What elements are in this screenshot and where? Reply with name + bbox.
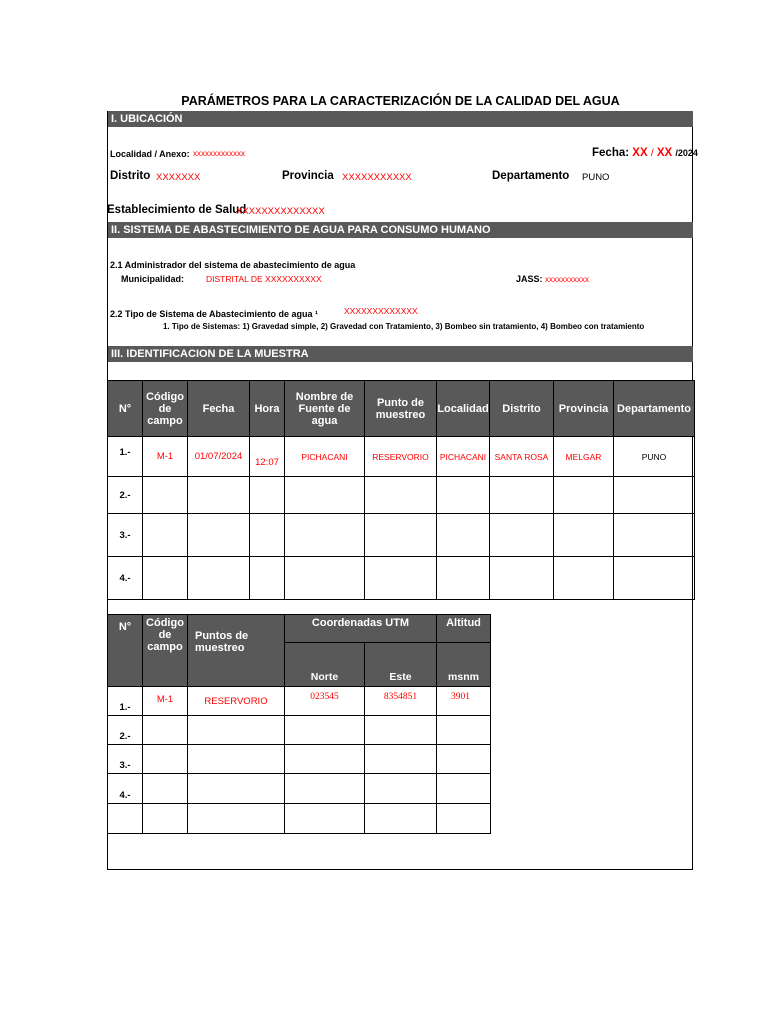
header-punto: Punto de muestreo [365, 381, 437, 437]
cell-empty[interactable] [143, 774, 188, 804]
cell-empty[interactable] [490, 557, 554, 600]
establecimiento-label: Establecimiento de Salud [107, 204, 247, 216]
header-provincia: Provincia [554, 381, 614, 437]
cell-empty[interactable] [188, 716, 285, 745]
cell-empty[interactable] [554, 557, 614, 600]
tipo-sistema-value[interactable]: XXXXXXXXXXXXX [344, 306, 418, 316]
cell-empty[interactable] [188, 804, 285, 834]
row-number: 1.- [108, 437, 143, 477]
municipalidad-label: Municipalidad: [121, 274, 184, 284]
cell-codigo[interactable]: M-1 [143, 687, 188, 716]
coord-header-altitud: Altitud [437, 615, 491, 643]
cell-punto[interactable]: RESERVORIO [188, 687, 285, 716]
cell-empty[interactable] [143, 477, 188, 514]
cell-empty[interactable] [490, 514, 554, 557]
section-sistema-header: II. SISTEMA DE ABASTECIMIENTO DE AGUA PARA CONSUMO HUMANO [108, 222, 693, 238]
coord-header-este: Este [365, 643, 437, 687]
row-number: 3.- [108, 514, 143, 557]
departamento-label: Departamento [492, 170, 570, 182]
table-row [108, 437, 695, 477]
cell-empty[interactable] [437, 804, 491, 834]
cell-empty[interactable] [365, 477, 437, 514]
cell-empty[interactable] [365, 716, 437, 745]
cell-empty[interactable] [437, 774, 491, 804]
table-row [108, 716, 491, 745]
fecha-day[interactable]: XX [632, 147, 648, 159]
muestra-table [107, 380, 695, 600]
cell-empty[interactable] [365, 514, 437, 557]
jass-value[interactable]: xxxxxxxxxxx [545, 275, 589, 284]
cell-provincia[interactable]: MELGAR [554, 437, 614, 477]
cell-empty[interactable] [285, 716, 365, 745]
departamento-value[interactable]: PUNO [582, 172, 610, 183]
cell-empty[interactable] [437, 557, 490, 600]
cell-empty[interactable] [143, 804, 188, 834]
header-departamento: Departamento [614, 381, 695, 437]
cell-empty[interactable] [365, 745, 437, 774]
cell-empty[interactable] [285, 477, 365, 514]
provincia-label: Provincia [282, 170, 334, 182]
table-row [108, 687, 491, 716]
fecha-month[interactable]: XX [656, 147, 673, 159]
cell-empty[interactable] [554, 477, 614, 514]
cell-empty[interactable] [437, 477, 490, 514]
coord-header-codigo: Código de campo [143, 615, 188, 687]
table-row [108, 557, 695, 600]
cell-fecha[interactable]: 01/07/2024 [188, 437, 250, 477]
cell-empty[interactable] [554, 514, 614, 557]
tipo-sistema-note: 1. Tipo de Sistemas: 1) Gravedad simple, 2) Gravedad con Tratamiento, 3) Bombeo sin tratamiento, 4) Bombeo con tratamiento [163, 322, 645, 331]
fecha-group [592, 147, 698, 159]
cell-altitud[interactable]: 3901 [437, 687, 491, 716]
localidad-value[interactable]: xxxxxxxxxxxxx [193, 149, 245, 158]
row-number [108, 804, 143, 834]
table-row [108, 774, 491, 804]
table-row [108, 745, 491, 774]
cell-empty[interactable] [285, 514, 365, 557]
fecha-year: /2024 [675, 148, 698, 158]
coordenadas-table [107, 614, 491, 834]
cell-empty[interactable] [188, 774, 285, 804]
cell-empty[interactable] [143, 557, 188, 600]
admin-label: 2.1 Administrador del sistema de abastecimiento de agua [110, 260, 356, 270]
row-number: 2.- [108, 716, 143, 745]
cell-empty[interactable] [188, 477, 250, 514]
table-row [108, 514, 695, 557]
table-row [108, 804, 491, 834]
tipo-sistema-label: 2.2 Tipo de Sistema de Abastecimiento de agua ¹ [110, 309, 319, 319]
page-title: PARÁMETROS PARA LA CARACTERIZACIÓN DE LA CALIDAD DEL AGUA [181, 94, 620, 108]
coord-header-msnm: msnm [437, 643, 491, 687]
header-fuente: Nombre de Fuente de agua [285, 381, 365, 437]
header-fecha: Fecha [188, 381, 250, 437]
cell-empty[interactable] [490, 477, 554, 514]
localidad-label: Localidad / Anexo: [110, 149, 190, 159]
distrito-label: Distrito [110, 170, 151, 182]
cell-empty[interactable] [437, 514, 490, 557]
cell-empty[interactable] [614, 514, 695, 557]
cell-empty[interactable] [614, 477, 695, 514]
cell-norte[interactable]: 023545 [285, 687, 365, 716]
cell-empty[interactable] [250, 477, 285, 514]
cell-empty[interactable] [437, 745, 491, 774]
cell-localidad[interactable]: PICHACANI [437, 437, 490, 477]
cell-distrito[interactable]: SANTA ROSA [490, 437, 554, 477]
cell-este[interactable]: 8354851 [365, 687, 437, 716]
cell-departamento[interactable]: PUNO [614, 437, 695, 477]
row-number: 4.- [108, 774, 143, 804]
cell-empty[interactable] [285, 557, 365, 600]
table-row [108, 477, 695, 514]
fecha-label: Fecha: [592, 147, 630, 159]
section-ubicacion-header: I. UBICACIÓN [108, 111, 693, 127]
header-localidad: Localidad [437, 381, 490, 437]
header-distrito: Distrito [490, 381, 554, 437]
header-n: N° [108, 381, 143, 437]
cell-empty[interactable] [614, 557, 695, 600]
section-muestra-header: III. IDENTIFICACION DE LA MUESTRA [108, 346, 693, 362]
header-codigo: Código de campo [143, 381, 188, 437]
cell-hora[interactable]: 12:07 [250, 437, 285, 477]
cell-empty[interactable] [285, 804, 365, 834]
row-number: 1.- [108, 687, 143, 716]
cell-empty[interactable] [143, 745, 188, 774]
cell-empty[interactable] [285, 774, 365, 804]
establecimiento-value[interactable]: XXXXXXXXXXXXXX [236, 206, 325, 217]
cell-codigo[interactable]: M-1 [143, 437, 188, 477]
cell-empty[interactable] [365, 774, 437, 804]
cell-empty[interactable] [437, 716, 491, 745]
fecha-sep: / [650, 148, 654, 159]
row-number: 2.- [108, 477, 143, 514]
jass-label: JASS: [516, 274, 543, 284]
coord-header-n: N° [108, 615, 143, 687]
cell-empty[interactable] [365, 557, 437, 600]
cell-empty[interactable] [143, 716, 188, 745]
distrito-value[interactable]: XXXXXXX [156, 172, 201, 183]
cell-empty[interactable] [250, 514, 285, 557]
cell-empty[interactable] [188, 557, 250, 600]
cell-fuente[interactable]: PICHACANI [285, 437, 365, 477]
row-number: 3.- [108, 745, 143, 774]
cell-empty[interactable] [188, 514, 250, 557]
municipalidad-value[interactable]: DISTRITAL DE XXXXXXXXXX [206, 274, 322, 284]
coord-header-puntos: Puntos de muestreo [188, 615, 285, 687]
provincia-value[interactable]: XXXXXXXXXXX [342, 172, 412, 183]
cell-empty[interactable] [285, 745, 365, 774]
cell-empty[interactable] [143, 514, 188, 557]
row-number: 4.- [108, 557, 143, 600]
coord-header-utm: Coordenadas UTM [285, 615, 437, 643]
cell-empty[interactable] [365, 804, 437, 834]
cell-empty[interactable] [250, 557, 285, 600]
cell-empty[interactable] [188, 745, 285, 774]
coord-header-norte: Norte [285, 643, 365, 687]
header-hora: Hora [250, 381, 285, 437]
cell-punto[interactable]: RESERVORIO [365, 437, 437, 477]
